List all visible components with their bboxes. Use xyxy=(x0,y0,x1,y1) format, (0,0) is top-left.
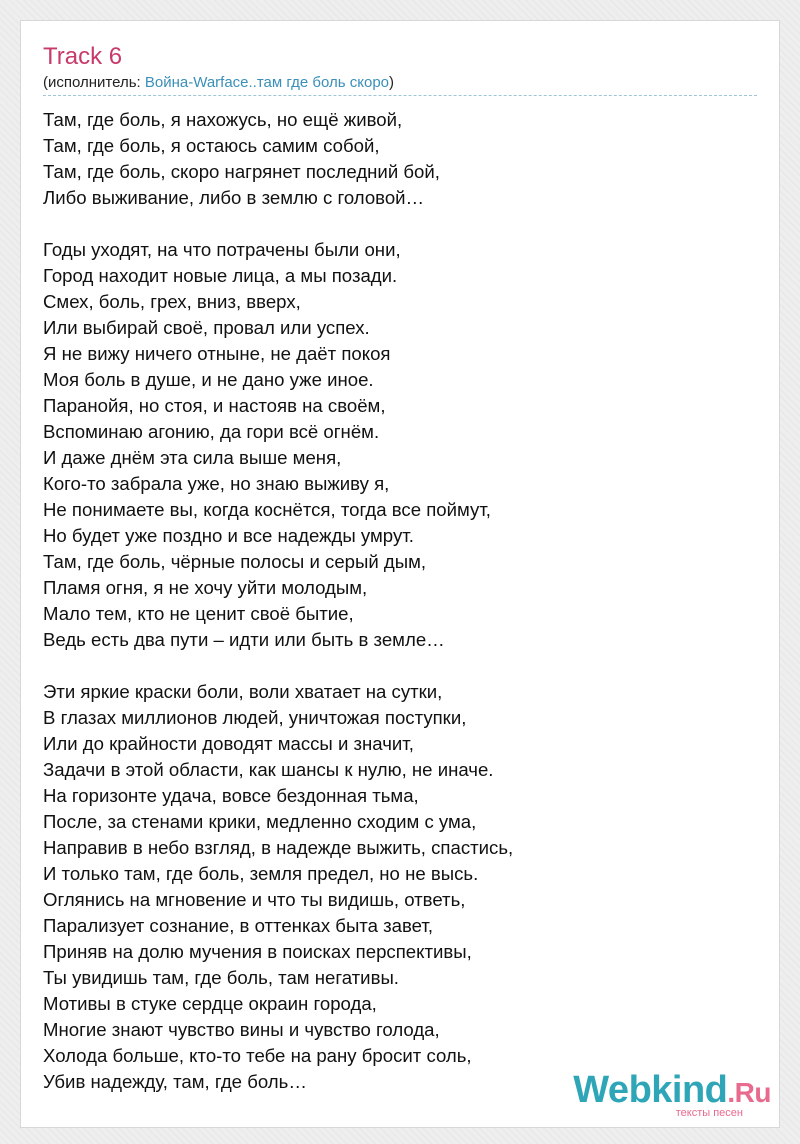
lyrics-line: Пламя огня, я не хочу уйти молодым, xyxy=(43,577,368,598)
lyrics-line: Там, где боль, чёрные полосы и серый дым, xyxy=(43,551,427,572)
lyrics-stanza xyxy=(43,237,763,653)
lyrics-body xyxy=(43,107,763,1121)
lyrics-line: Но будет уже поздно и все надежды умрут. xyxy=(43,525,414,546)
lyrics-line: Или до крайности доводят массы и значит, xyxy=(43,733,414,754)
lyrics-line: Приняв на долю мучения в поисках перспективы, xyxy=(43,941,472,962)
artist-link[interactable]: Война-Warface..там где боль скоро xyxy=(144,74,390,91)
lyrics-line: Вспоминаю агонию, да гори всё огнём. xyxy=(43,421,380,442)
lyrics-line: Либо выживание, либо в землю с головой… xyxy=(43,187,425,208)
lyrics-stanza xyxy=(43,107,763,211)
lyrics-line: Моя боль в душе, и не дано уже иное. xyxy=(43,369,374,390)
lyrics-line: И только там, где боль, земля предел, но не высь. xyxy=(43,863,479,884)
artist-suffix: ) xyxy=(389,74,395,91)
dashed-divider xyxy=(43,95,757,96)
lyrics-line: Холода больше, кто-то тебе на рану бросит соль, xyxy=(43,1045,472,1066)
lyrics-line: Город находит новые лица, а мы позади. xyxy=(43,265,398,286)
artist-line xyxy=(43,74,394,92)
lyrics-line: Эти яркие краски боли, воли хватает на сутки, xyxy=(43,681,443,702)
watermark-tld: .Ru xyxy=(727,1077,771,1108)
lyrics-line: Паранойя, но стоя, и настояв на своём, xyxy=(43,395,386,416)
lyrics-card xyxy=(20,20,780,1128)
watermark-brand: Webkind xyxy=(573,1069,728,1111)
artist-prefix: (исполнитель: xyxy=(43,74,145,91)
lyrics-line: Ты увидишь там, где боль, там негативы. xyxy=(43,967,399,988)
lyrics-line: Мало тем, кто не ценит своё бытие, xyxy=(43,603,354,624)
lyrics-line: Там, где боль, я остаюсь самим собой, xyxy=(43,135,380,156)
lyrics-stanza xyxy=(43,679,763,1095)
lyrics-line: Я не вижу ничего отныне, не даёт покоя xyxy=(43,343,391,364)
lyrics-line: На горизонте удача, вовсе бездонная тьма, xyxy=(43,785,419,806)
lyrics-line: Убив надежду, там, где боль… xyxy=(43,1071,307,1092)
lyrics-line: Многие знают чувство вины и чувство голода, xyxy=(43,1019,440,1040)
lyrics-line: В глазах миллионов людей, уничтожая поступки, xyxy=(43,707,467,728)
lyrics-line: Парализует сознание, в оттенках быта завет, xyxy=(43,915,433,936)
webkind-watermark xyxy=(573,1070,771,1119)
lyrics-line: Задачи в этой области, как шансы к нулю, не иначе. xyxy=(43,759,494,780)
lyrics-line: Направив в небо взгляд, в надежде выжить, спастись, xyxy=(43,837,514,858)
lyrics-line: Годы уходят, на что потрачены были они, xyxy=(43,239,401,260)
lyrics-line: И даже днём эта сила выше меня, xyxy=(43,447,342,468)
lyrics-line: Там, где боль, я нахожусь, но ещё живой, xyxy=(43,109,403,130)
lyrics-line: Смех, боль, грех, вниз, вверх, xyxy=(43,291,301,312)
lyrics-line: После, за стенами крики, медленно сходим с ума, xyxy=(43,811,477,832)
lyrics-line: Не понимаете вы, когда коснётся, тогда все поймут, xyxy=(43,499,491,520)
lyrics-line: Мотивы в стуке сердце окраин города, xyxy=(43,993,377,1014)
watermark-tagline: тексты песен xyxy=(675,1107,743,1119)
lyrics-line: Оглянись на мгновение и что ты видишь, ответь, xyxy=(43,889,466,910)
song-title: Track 6 xyxy=(43,43,123,70)
lyrics-line: Ведь есть два пути – идти или быть в земле… xyxy=(43,629,445,650)
lyrics-line: Кого-то забрала уже, но знаю выживу я, xyxy=(43,473,390,494)
lyrics-line: Там, где боль, скоро нагрянет последний бой, xyxy=(43,161,440,182)
lyrics-line: Или выбирай своё, провал или успех. xyxy=(43,317,370,338)
